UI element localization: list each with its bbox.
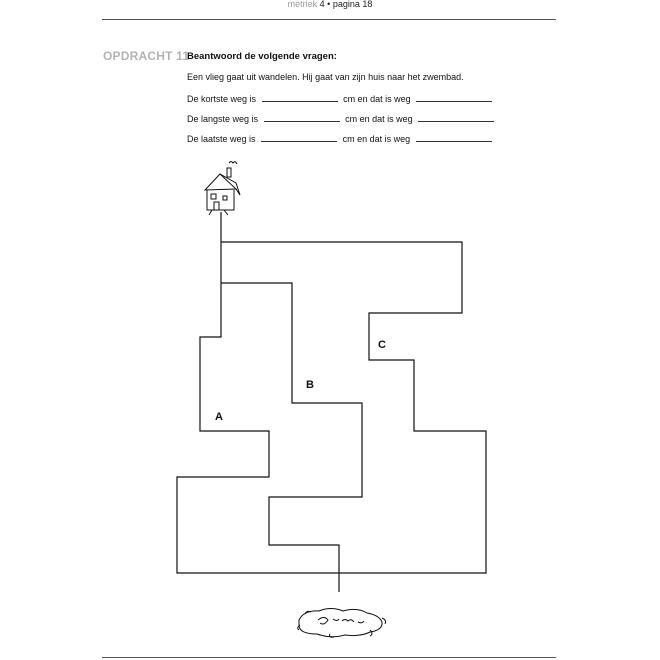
question-1-prefix: De kortste weg is xyxy=(187,94,257,104)
question-2-prefix: De langste weg is xyxy=(187,114,259,124)
assignment-title: Beantwoord de volgende vragen: xyxy=(187,51,337,62)
maze-top-bar xyxy=(177,242,486,573)
header-brand: metriek xyxy=(287,0,318,9)
maze-label-b: B xyxy=(306,379,314,391)
maze-path-b xyxy=(221,283,362,573)
maze-label-c: C xyxy=(378,339,386,351)
house-icon xyxy=(205,162,240,216)
maze-label-a: A xyxy=(215,411,223,423)
assignment-intro: Een vlieg gaat uit wandelen. Hij gaat van zijn huis naar het zwembad. xyxy=(187,72,464,82)
maze-paths xyxy=(177,212,486,592)
assignment-label: OPDRACHT 11 xyxy=(103,49,190,63)
bottom-rule xyxy=(102,657,556,658)
question-1-middle: cm en dat is weg xyxy=(343,94,411,104)
question-3-middle: cm en dat is weg xyxy=(342,134,411,144)
header-page: 4 • pagina 18 xyxy=(319,0,373,9)
question-2-middle: cm en dat is weg xyxy=(345,114,413,124)
pool-icon xyxy=(298,609,386,638)
question-3-prefix: De laatste weg is xyxy=(187,134,256,144)
